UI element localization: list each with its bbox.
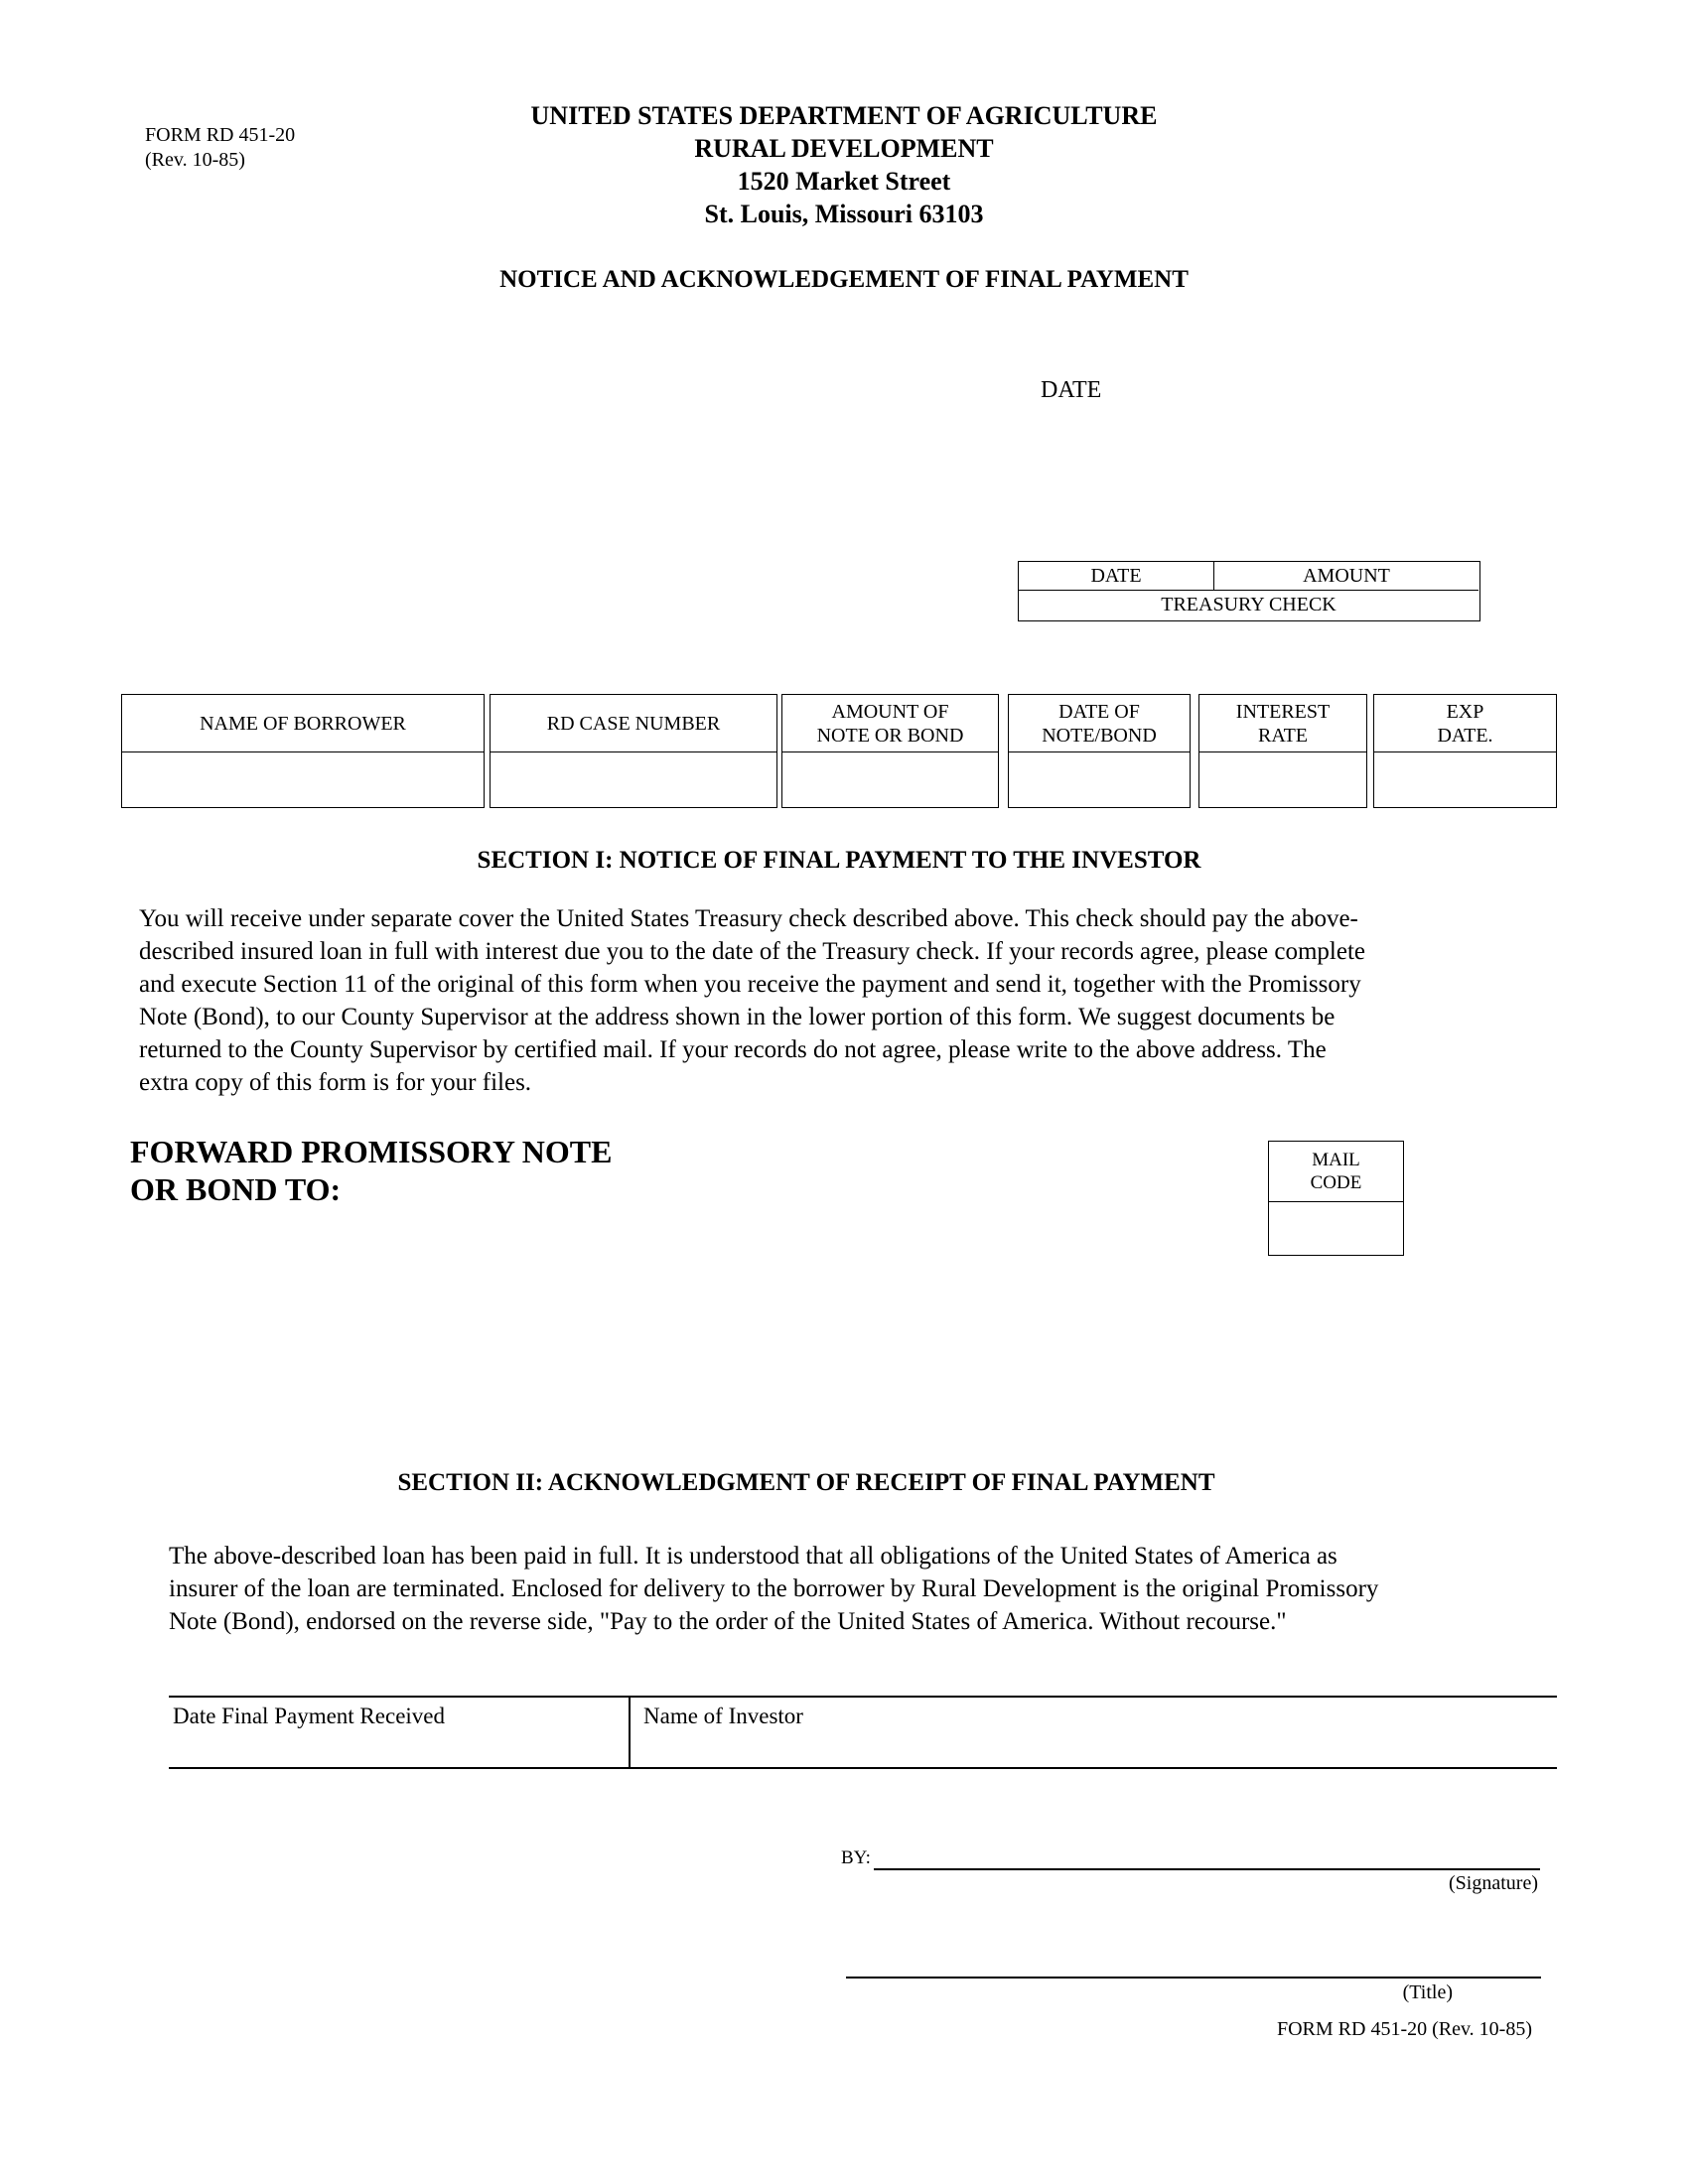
receipt-divider [629,1696,631,1768]
investor-name-label: Name of Investor [643,1704,803,1728]
form-id [145,123,295,173]
signature-caption: (Signature) [1449,1872,1538,1894]
case-number-cell[interactable] [490,694,777,808]
section2-heading: SECTION II: ACKNOWLEDGMENT OF RECEIPT OF FINAL PAYMENT [397,1469,1215,1496]
forward-address-field[interactable] [130,1221,1024,1400]
section1-line: extra copy of this form is for your files. [139,1069,532,1096]
form-revision: (Rev. 10-85) [145,149,245,171]
mail-code-label: MAIL CODE [1269,1142,1403,1202]
date-field[interactable] [1112,369,1470,405]
interest-rate-label: INTEREST RATE [1199,695,1366,752]
mail-code-box[interactable] [1268,1141,1404,1256]
section2-line: Note (Bond), endorsed on the reverse side, "Pay to the order of the United States of America. Without recourse." [169,1608,1287,1635]
title-caption: (Title) [1402,1981,1453,2003]
section2-line: The above-described loan has been paid in full. It is understood that all obligations of the United States of America as [169,1543,1337,1570]
title-line[interactable] [846,1977,1541,1979]
note-amount-label: AMOUNT OF NOTE OR BOND [782,695,998,752]
footer-form-id: FORM RD 451-20 (Rev. 10-85) [1276,2018,1532,2040]
section1-body [139,902,1549,1099]
treasury-date-label[interactable]: DATE [1019,562,1214,591]
date-received-field[interactable] [169,1698,628,1767]
section1-line: returned to the County Supervisor by certified mail. If your records do not agree, please write to the above address. The [139,1036,1327,1063]
case-number-label: RD CASE NUMBER [491,695,776,752]
street-address: 1520 Market Street [737,167,951,196]
division-name: RURAL DEVELOPMENT [694,134,994,163]
forward-heading: FORWARD PROMISSORY NOTE OR BOND TO: [130,1134,613,1207]
agency-name: UNITED STATES DEPARTMENT OF AGRICULTURE [530,101,1158,130]
page-title: NOTICE AND ACKNOWLEDGEMENT OF FINAL PAYMENT [499,266,1189,293]
borrower-name-cell[interactable] [121,694,485,808]
by-label: BY: [841,1847,871,1868]
treasury-check-box [1018,561,1480,621]
exp-date-label: EXP DATE. [1374,695,1556,752]
section1-heading: SECTION I: NOTICE OF FINAL PAYMENT TO THE INVESTOR [477,847,1201,874]
investor-name-field[interactable] [632,1698,1555,1767]
receipt-bottom-rule [169,1767,1557,1769]
section2-line: insurer of the loan are terminated. Enclosed for delivery to the borrower by Rural Development is the original Promissory [169,1575,1379,1602]
date-received-label: Date Final Payment Received [173,1704,446,1728]
note-date-label: DATE OF NOTE/BOND [1009,695,1190,752]
form-number: FORM RD 451-20 [145,124,296,146]
treasury-amount-label[interactable]: AMOUNT [1214,562,1478,591]
date-label: DATE [1041,377,1102,403]
borrower-name-label: NAME OF BORROWER [122,695,484,752]
note-date-cell[interactable] [1008,694,1191,808]
city-address: St. Louis, Missouri 63103 [704,200,984,228]
section2-body [169,1540,1559,1638]
treasury-check-caption: TREASURY CHECK [1161,594,1336,615]
section1-line: Note (Bond), to our County Supervisor at the address shown in the lower portion of this form. We suggest documents be [139,1004,1336,1030]
note-amount-cell[interactable] [781,694,999,808]
section1-line: and execute Section 11 of the original of this form when you receive the payment and send it, together with the Promissory [139,971,1361,998]
interest-rate-cell[interactable] [1198,694,1367,808]
exp-date-cell[interactable] [1373,694,1557,808]
section1-line: described insured loan in full with interest due you to the date of the Treasury check. If your records agree, please complete [139,938,1366,965]
signature-line[interactable] [874,1868,1540,1870]
section1-line: You will receive under separate cover the United States Treasury check described above. This check should pay the above- [139,905,1358,932]
agency-header [348,99,1340,230]
